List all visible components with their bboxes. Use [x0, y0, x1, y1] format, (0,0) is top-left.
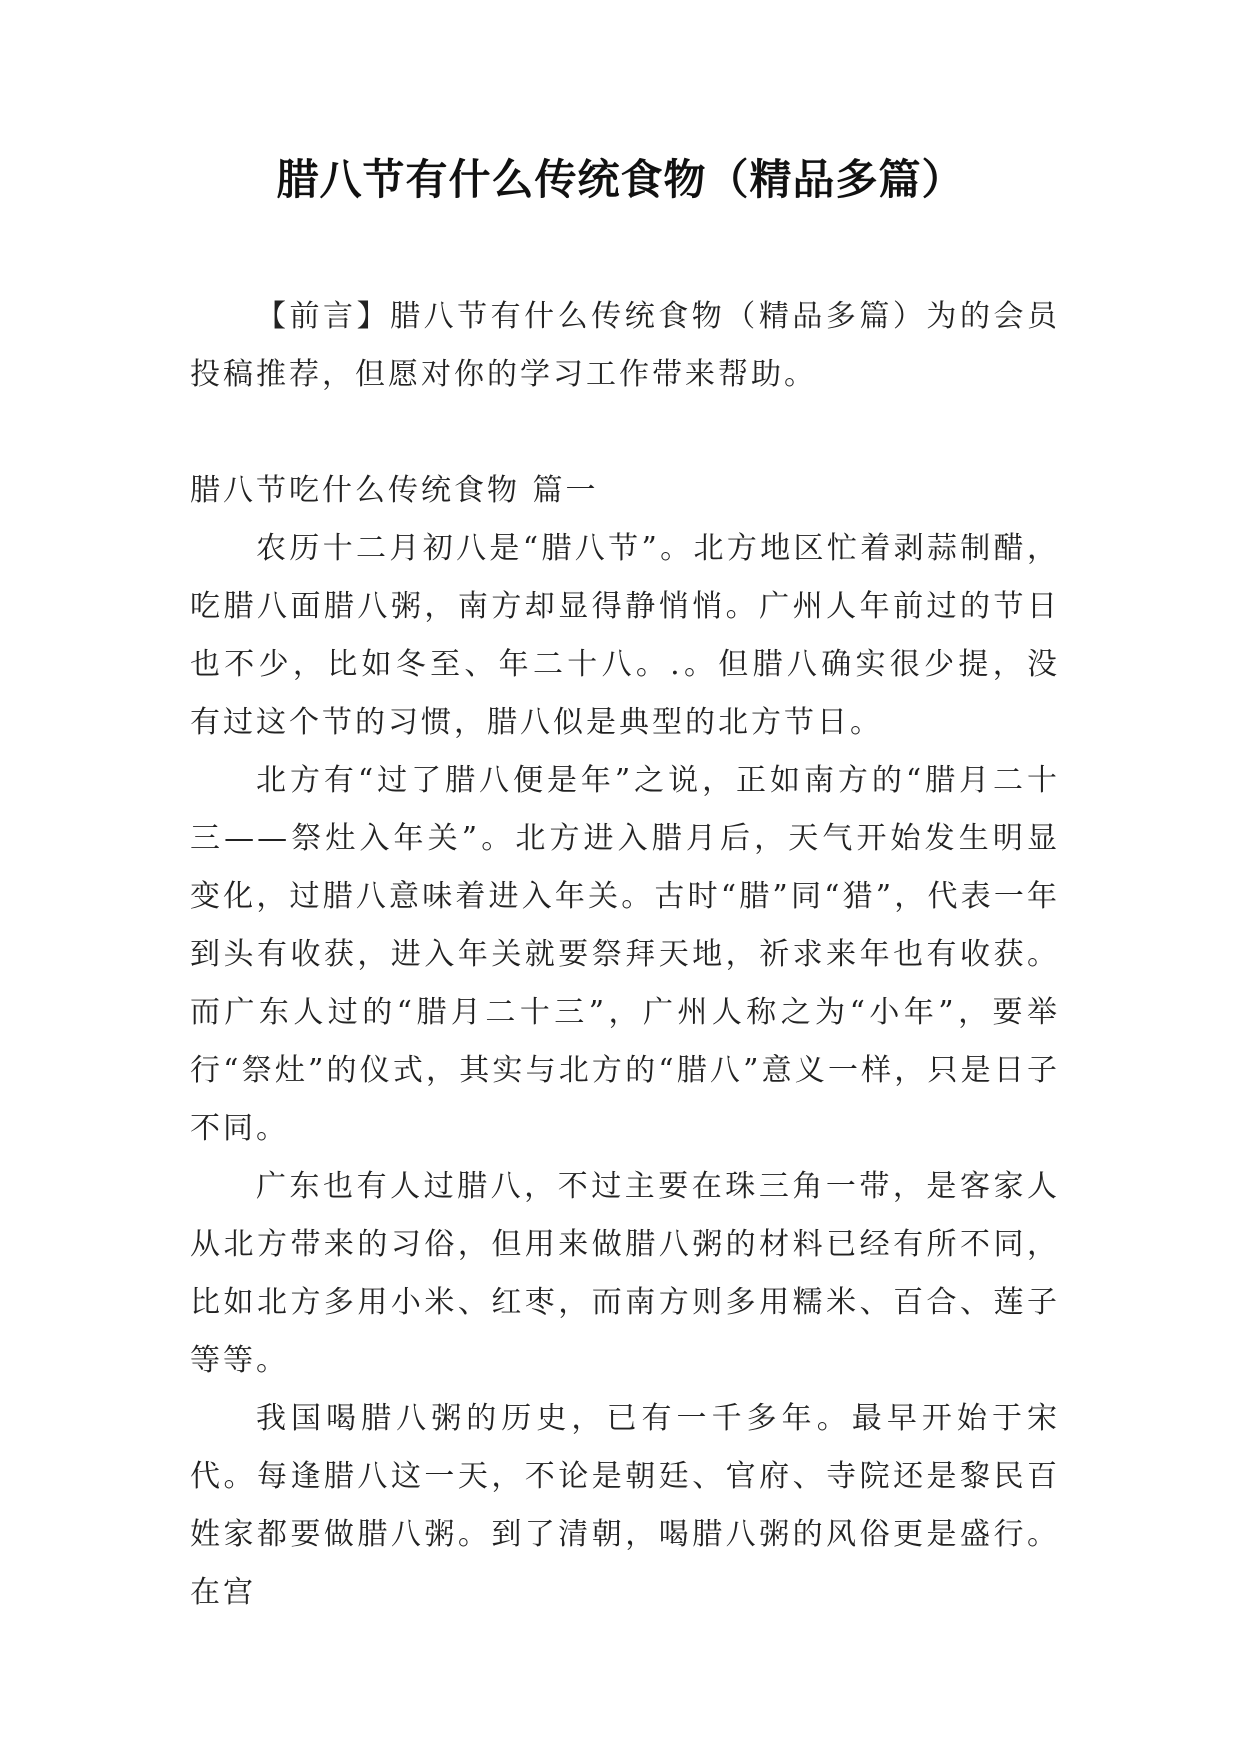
body-paragraph-2: 北方有“过了腊八便是年”之说，正如南方的“腊月二十三——祭灶入年关”。北方进入腊月后，天气开始发生明显变化，过腊八意味着进入年关。古时“腊”同“猎”，代表一年到头有收获，进入年关就要祭拜天地，祈求来年也有收获。而广东人过的“腊月二十三”，广州人称之为“小年”，要举行“祭灶”的仪式，其实与北方的“腊八”意义一样，只是日子不同。	[190, 763, 1060, 1146]
article-body	[190, 520, 1060, 1622]
document-title: 腊八节有什么传统食物（精品多篇）	[276, 155, 965, 204]
section-heading: 腊八节吃什么传统食物 篇一	[190, 473, 599, 508]
preface-paragraph: 【前言】腊八节有什么传统食物（精品多篇）为的会员投稿推荐，但愿对你的学习工作带来帮助。	[190, 299, 1060, 392]
body-paragraph-3: 广东也有人过腊八，不过主要在珠三角一带，是客家人从北方带来的习俗，但用来做腊八粥的材料已经有所不同，比如北方多用小米、红枣，而南方则多用糯米、百合、莲子等等。	[190, 1169, 1060, 1378]
preface-block	[190, 288, 1060, 404]
body-paragraph-4: 我国喝腊八粥的历史，已有一千多年。最早开始于宋代。每逢腊八这一天，不论是朝廷、官府、寺院还是黎民百姓家都要做腊八粥。到了清朝，喝腊八粥的风俗更是盛行。在宫	[190, 1401, 1060, 1610]
body-paragraph-1: 农历十二月初八是“腊八节”。北方地区忙着剥蒜制醋，吃腊八面腊八粥，南方却显得静悄悄。广州人年前过的节日也不少，比如冬至、年二十八。.。但腊八确实很少提，没有过这个节的习惯，腊八似是典型的北方节日。	[190, 531, 1060, 740]
